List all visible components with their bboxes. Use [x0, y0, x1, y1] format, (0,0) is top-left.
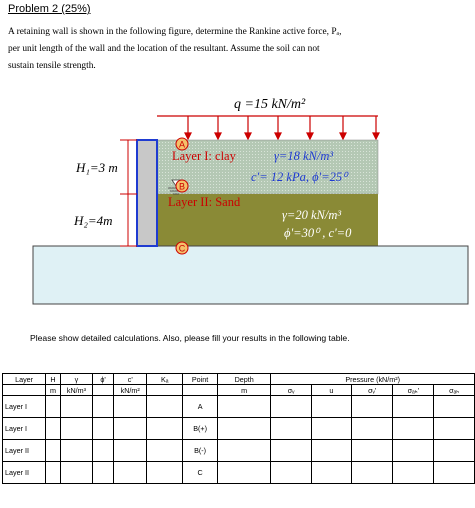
unit-c: kN/m²: [114, 385, 147, 396]
table-row: [3, 396, 475, 418]
row-layer: Layer II: [3, 462, 46, 484]
row-point: B(-): [183, 440, 218, 462]
svg-text:C: C: [178, 243, 186, 254]
svg-text:B: B: [178, 181, 186, 192]
h1-label: H₁=3 m: [76, 160, 118, 175]
table-row: [3, 462, 475, 484]
layer2-name: Layer II: Sand: [168, 195, 241, 209]
unit-sigma-v-eff: σᵥ': [351, 385, 392, 396]
layer2-props: ϕ'=30⁰ , c'=0: [284, 226, 352, 240]
unit-gamma: kN/m³: [60, 385, 92, 396]
foundation-soil: [33, 243, 468, 304]
col-point-header: Point: [183, 374, 218, 385]
table-header-row: [3, 374, 475, 385]
surcharge-arrows: [185, 116, 379, 139]
statement-line-2: per unit length of the wall and the location of the resultant. Assume the soil can not: [8, 44, 320, 54]
layer1-props: c'= 12 kPa, ϕ'=25⁰: [251, 170, 348, 184]
row-point: B(+): [183, 418, 218, 440]
table-row: [3, 440, 475, 462]
row-point: C: [183, 462, 218, 484]
table-units-row: [3, 385, 475, 396]
unit-u: u: [311, 385, 351, 396]
point-c-marker: [176, 242, 188, 254]
col-c-header: c': [114, 374, 147, 385]
col-pressure-header: Pressure (kN/m²): [271, 374, 475, 385]
layer2-gamma: γ=20 kN/m³: [282, 208, 342, 222]
retaining-wall-figure: [0, 88, 475, 320]
problem-title: Problem 2 (25%): [8, 3, 91, 15]
surcharge-label: q =15 kN/m²: [234, 97, 306, 112]
row-layer: Layer I: [3, 418, 46, 440]
layer1-name: Layer I: clay: [172, 149, 236, 163]
point-b-marker: [176, 180, 188, 192]
unit-sigma-v: σᵥ: [271, 385, 311, 396]
col-depth-header: Depth: [217, 374, 270, 385]
layer1-gamma: γ=18 kN/m³: [274, 149, 334, 163]
col-phi-header: ϕ': [93, 374, 114, 385]
row-layer: Layer I: [3, 396, 46, 418]
retaining-wall: [137, 140, 157, 246]
table-row: [3, 418, 475, 440]
h2-label: H₂=4m: [74, 213, 113, 228]
col-ka-header: Kₐ: [147, 374, 183, 385]
row-point: A: [183, 396, 218, 418]
col-layer-header: Layer: [3, 374, 46, 385]
statement-line-1: A retaining wall is shown in the following figure, determine the Rankine active force, Pₐ,: [8, 27, 342, 37]
unit-sigma-ah-eff: σₐₕ': [393, 385, 434, 396]
row-layer: Layer II: [3, 440, 46, 462]
unit-depth: m: [217, 385, 270, 396]
instruction-note: Please show detailed calculations. Also, please fill your results in the following table.: [30, 333, 350, 343]
col-h-header: H: [46, 374, 61, 385]
unit-h: m: [46, 385, 61, 396]
col-gamma-header: γ: [60, 374, 92, 385]
problem-statement: [8, 24, 466, 75]
statement-line-3: sustain tensile strength.: [8, 61, 96, 71]
svg-text:A: A: [178, 139, 186, 150]
unit-sigma-ah: σₐₕ: [434, 385, 475, 396]
results-table: [2, 373, 475, 484]
